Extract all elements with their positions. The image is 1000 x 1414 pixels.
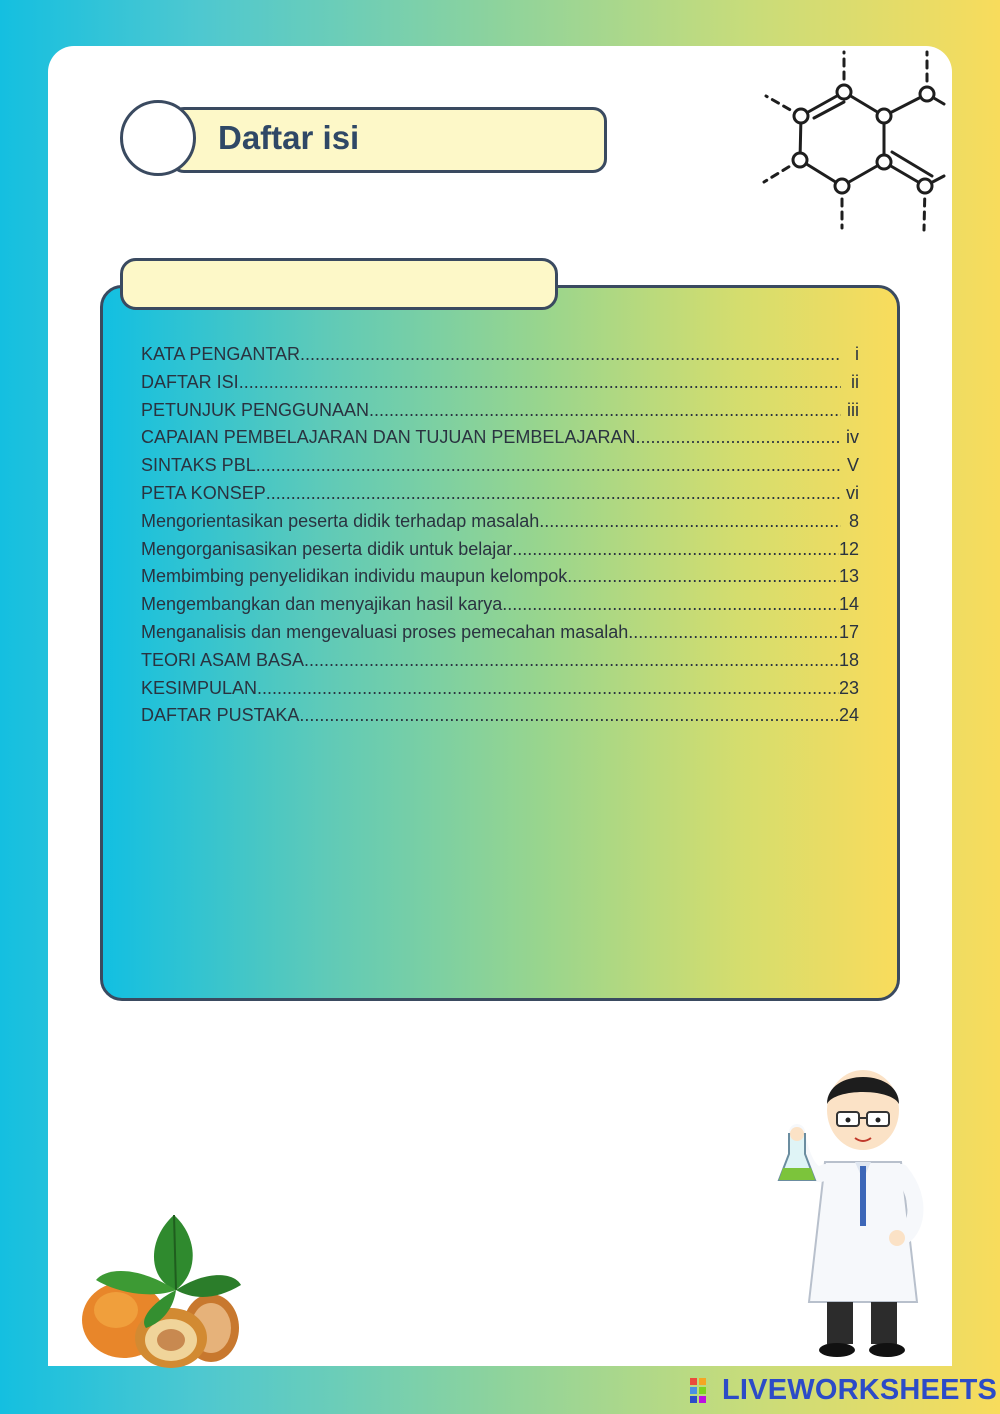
panel-tab-label: [120, 258, 558, 310]
benzene-molecule-icon: [760, 50, 952, 232]
toc-dot-leader: [628, 622, 839, 643]
toc-dot-leader: [635, 427, 841, 448]
toc-dot-leader: [567, 566, 839, 587]
scientist-illustration-icon: [775, 1062, 945, 1362]
toc-entry-label: KESIMPULAN: [141, 677, 258, 698]
toc-entry-label: Membimbing penyelidikan individu maupun kelompok: [141, 566, 568, 587]
toc-entry-page: 13: [838, 566, 859, 587]
toc-dot-leader: [257, 678, 839, 699]
toc-entry-page: V: [846, 455, 859, 476]
toc-entry[interactable]: [141, 400, 859, 428]
areca-nut-fruit-icon: [76, 1210, 246, 1370]
toc-entry-page: 14: [838, 594, 859, 615]
toc-entry[interactable]: [141, 539, 859, 567]
toc-entry[interactable]: [141, 622, 859, 650]
toc-entry-page: iv: [846, 427, 859, 448]
toc-entry-label: PETUNJUK PENGGUNAAN: [141, 399, 370, 420]
toc-entry[interactable]: [141, 483, 859, 511]
toc-dot-leader: [239, 372, 841, 393]
toc-entry[interactable]: [141, 650, 859, 678]
toc-entry-label: DAFTAR ISI: [141, 371, 239, 392]
toc-entry-label: Menganalisis dan mengevaluasi proses pemecahan masalah: [141, 621, 629, 642]
toc-dot-leader: [539, 511, 841, 532]
page-title: Daftar isi: [218, 119, 360, 156]
toc-entry-label: Mengorientasikan peserta didik terhadap masalah: [141, 510, 540, 531]
toc-entry-page: i: [855, 344, 859, 364]
toc-dot-leader: [299, 705, 839, 726]
toc-entry-label: DAFTAR PUSTAKA: [141, 705, 300, 726]
toc-dot-leader: [300, 344, 841, 365]
toc-entry-label: KATA PENGANTAR: [141, 344, 301, 364]
brand-name: LIVEWORKSHEETS: [722, 1374, 998, 1406]
toc-dot-leader: [256, 455, 841, 476]
toc-entry-page: ii: [851, 371, 859, 392]
toc-entry[interactable]: [141, 455, 859, 483]
toc-entry[interactable]: [141, 678, 859, 706]
toc-entry[interactable]: [141, 372, 859, 400]
toc-entry[interactable]: [141, 344, 859, 372]
toc-entry-page: 23: [838, 677, 859, 698]
title-circle-badge: [120, 100, 196, 176]
toc-dot-leader: [512, 539, 839, 560]
toc-entry-label: TEORI ASAM BASA: [141, 649, 305, 670]
toc-dot-leader: [502, 594, 839, 615]
toc-entry[interactable]: [141, 594, 859, 622]
toc-entry-label: SINTAKS PBL: [141, 455, 256, 476]
toc-dot-leader: [369, 400, 841, 421]
toc-entry-page: 18: [838, 649, 859, 670]
toc-entry-label: PETA KONSEP: [141, 482, 266, 503]
toc-entry-page: 8: [848, 510, 859, 531]
toc-entry-page: 12: [838, 538, 859, 559]
toc-entry[interactable]: [141, 511, 859, 539]
toc-entry-page: vi: [846, 482, 859, 503]
liveworksheets-logo-icon: [690, 1378, 716, 1404]
table-of-contents-list: [141, 344, 859, 733]
toc-entry[interactable]: [141, 566, 859, 594]
toc-entry-label: Mengorganisasikan peserta didik untuk belajar: [141, 538, 513, 559]
toc-entry-page: iii: [847, 399, 859, 420]
toc-entry-page: 24: [838, 705, 859, 726]
liveworksheets-logo: [690, 1374, 997, 1407]
toc-entry-page: 17: [838, 621, 859, 642]
toc-entry-label: CAPAIAN PEMBELAJARAN DAN TUJUAN PEMBELAJARAN: [141, 427, 636, 448]
toc-dot-leader: [304, 650, 839, 671]
toc-dot-leader: [266, 483, 841, 504]
toc-entry[interactable]: [141, 705, 859, 733]
toc-entry-label: Mengembangkan dan menyajikan hasil karya: [141, 594, 503, 615]
toc-entry[interactable]: [141, 427, 859, 455]
